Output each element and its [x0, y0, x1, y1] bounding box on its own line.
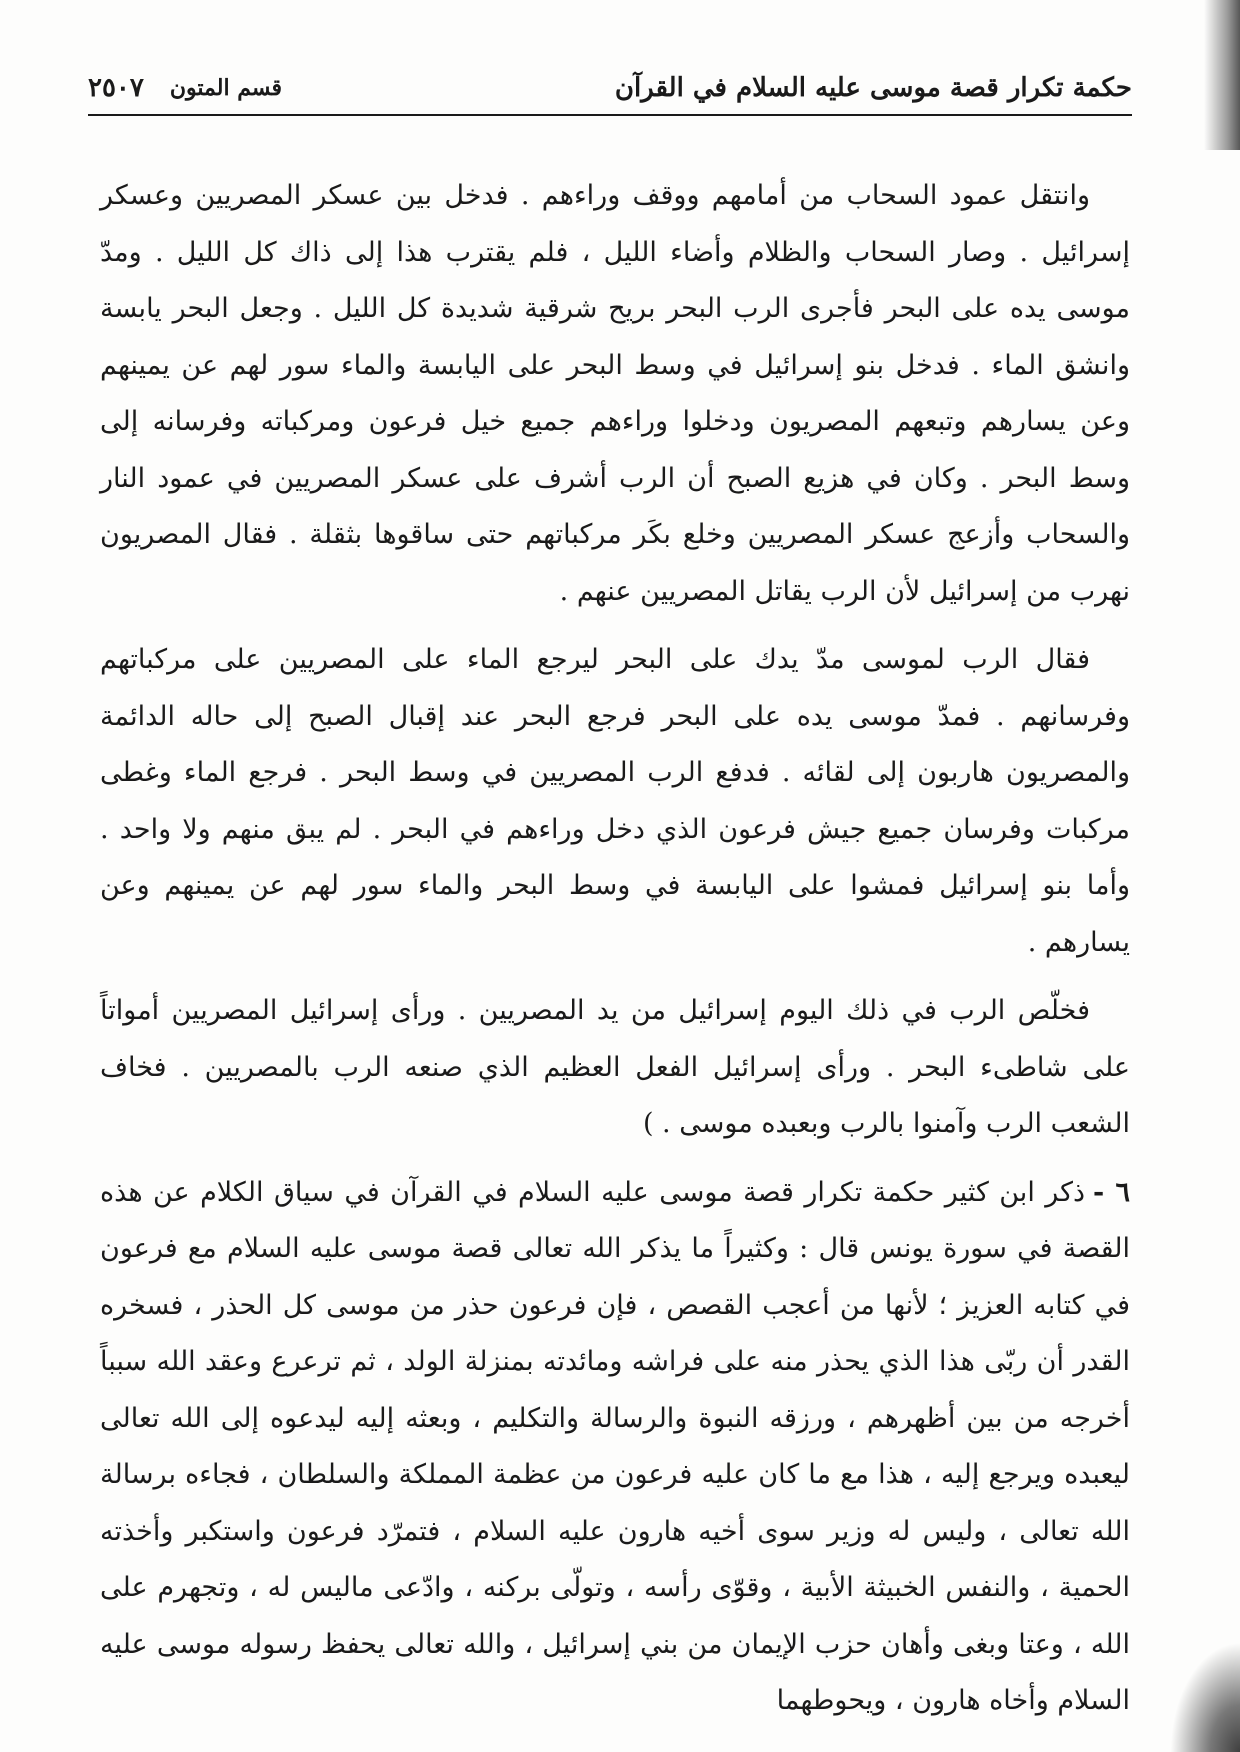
- running-title: حكمة تكرار قصة موسى عليه السلام في القرآن: [614, 73, 1132, 103]
- section-name: قسم المتون: [169, 75, 282, 101]
- page-header: [88, 62, 1132, 116]
- scan-edge-shadow: [1204, 0, 1240, 150]
- header-left-group: [88, 73, 282, 103]
- page-number: ٢٥٠٧: [88, 73, 144, 103]
- numbered-paragraph: [100, 1165, 1130, 1730]
- paragraph: فقال الرب لموسى مدّ يدك على البحر ليرجع الماء على المصريين على مركباتهم وفرسانهم . فمدّ موسى يده على البحر فرجع البحر عند إقبال الصبح إلى حاله الدائمة والمصريون هاربون إلى لقائه . فدفع الرب المصريين في وسط البحر . فرجع الماء وغطى مركبات وفرسان جميع جيش فرعون الذي دخل وراءهم في البحر . لم يبق منهم ولا واحد . وأما بنو إسرائيل فمشوا على اليابسة في وسط البحر والماء سور لهم عن يمينهم وعن يسارهم .: [100, 644, 1130, 958]
- paragraph: فخلّص الرب في ذلك اليوم إسرائيل من يد المصريين . ورأى إسرائيل المصريين أمواتاً على شاطىء البحر . ورأى إسرائيل الفعل العظيم الذي صنعه الرب بالمصريين . فخاف الشعب الرب وآمنوا بالرب وبعبده موسى . ): [100, 995, 1130, 1139]
- body-text: [100, 168, 1130, 1742]
- paragraph-number: ٦ -: [1093, 1176, 1130, 1208]
- paragraph: وانتقل عمود السحاب من أمامهم ووقف وراءهم . فدخل بين عسكر المصريين وعسكر إسرائيل . وصار السحاب والظلام وأضاء الليل ، فلم يقترب هذا إلى ذاك كل الليل . ومدّ موسى يده على البحر فأجرى الرب البحر بريح شرقية شديدة كل الليل . وجعل البحر يابسة وانشق الماء . فدخل بنو إسرائيل في وسط البحر على اليابسة والماء سور لهم عن يمينهم وعن يسارهم وتبعهم المصريون ودخلوا وراءهم جميع خيل فرعون ومركباته وفرسانه إلى وسط البحر . وكان في هزيع الصبح أن الرب أشرف على عسكر المصريين في عمود النار والسحاب وأزعج عسكر المصريين وخلع بكَر مركباتهم حتى ساقوها بثقلة . فقال المصريون نهرب من إسرائيل لأن الرب يقاتل المصريين عنهم .: [100, 180, 1130, 607]
- paragraph-text: ذكر ابن كثير حكمة تكرار قصة موسى عليه السلام في القرآن في سياق الكلام عن هذه القصة في سورة يونس قال : وكثيراً ما يذكر الله تعالى قصة موسى عليه السلام مع فرعون في كتابه العزيز ؛ لأنها من أعجب القصص ، فإن فرعون حذر من موسى كل الحذر ، فسخره القدر أن ربّى هذا الذي يحذر منه على فراشه ومائدته بمنزلة الولد ، ثم ترعرع وعقد الله سبباً أخرجه من بين أظهرهم ، ورزقه النبوة والرسالة والتكليم ، وبعثه إليه ليدعوه إلى الله تعالى ليعبده ويرجع إليه ، هذا مع ما كان عليه فرعون من عظمة المملكة والسلطان ، فجاءه برسالة الله تعالى ، وليس له وزير سوى أخيه هارون عليه السلام ، فتمرّد فرعون واستكبر وأخذته الحمية ، والنفس الخبيثة الأبية ، وقوّى رأسه ، وتولّى بركنه ، وادّعى ماليس له ، وتجهرم على الله ، وعتا وبغى وأهان حزب الإيمان من بني إسرائيل ، والله تعالى يحفظ رسوله موسى عليه السلام وأخاه هارون ، ويحوطهما: [100, 1176, 1130, 1716]
- scan-corner-shadow: [1170, 1642, 1240, 1752]
